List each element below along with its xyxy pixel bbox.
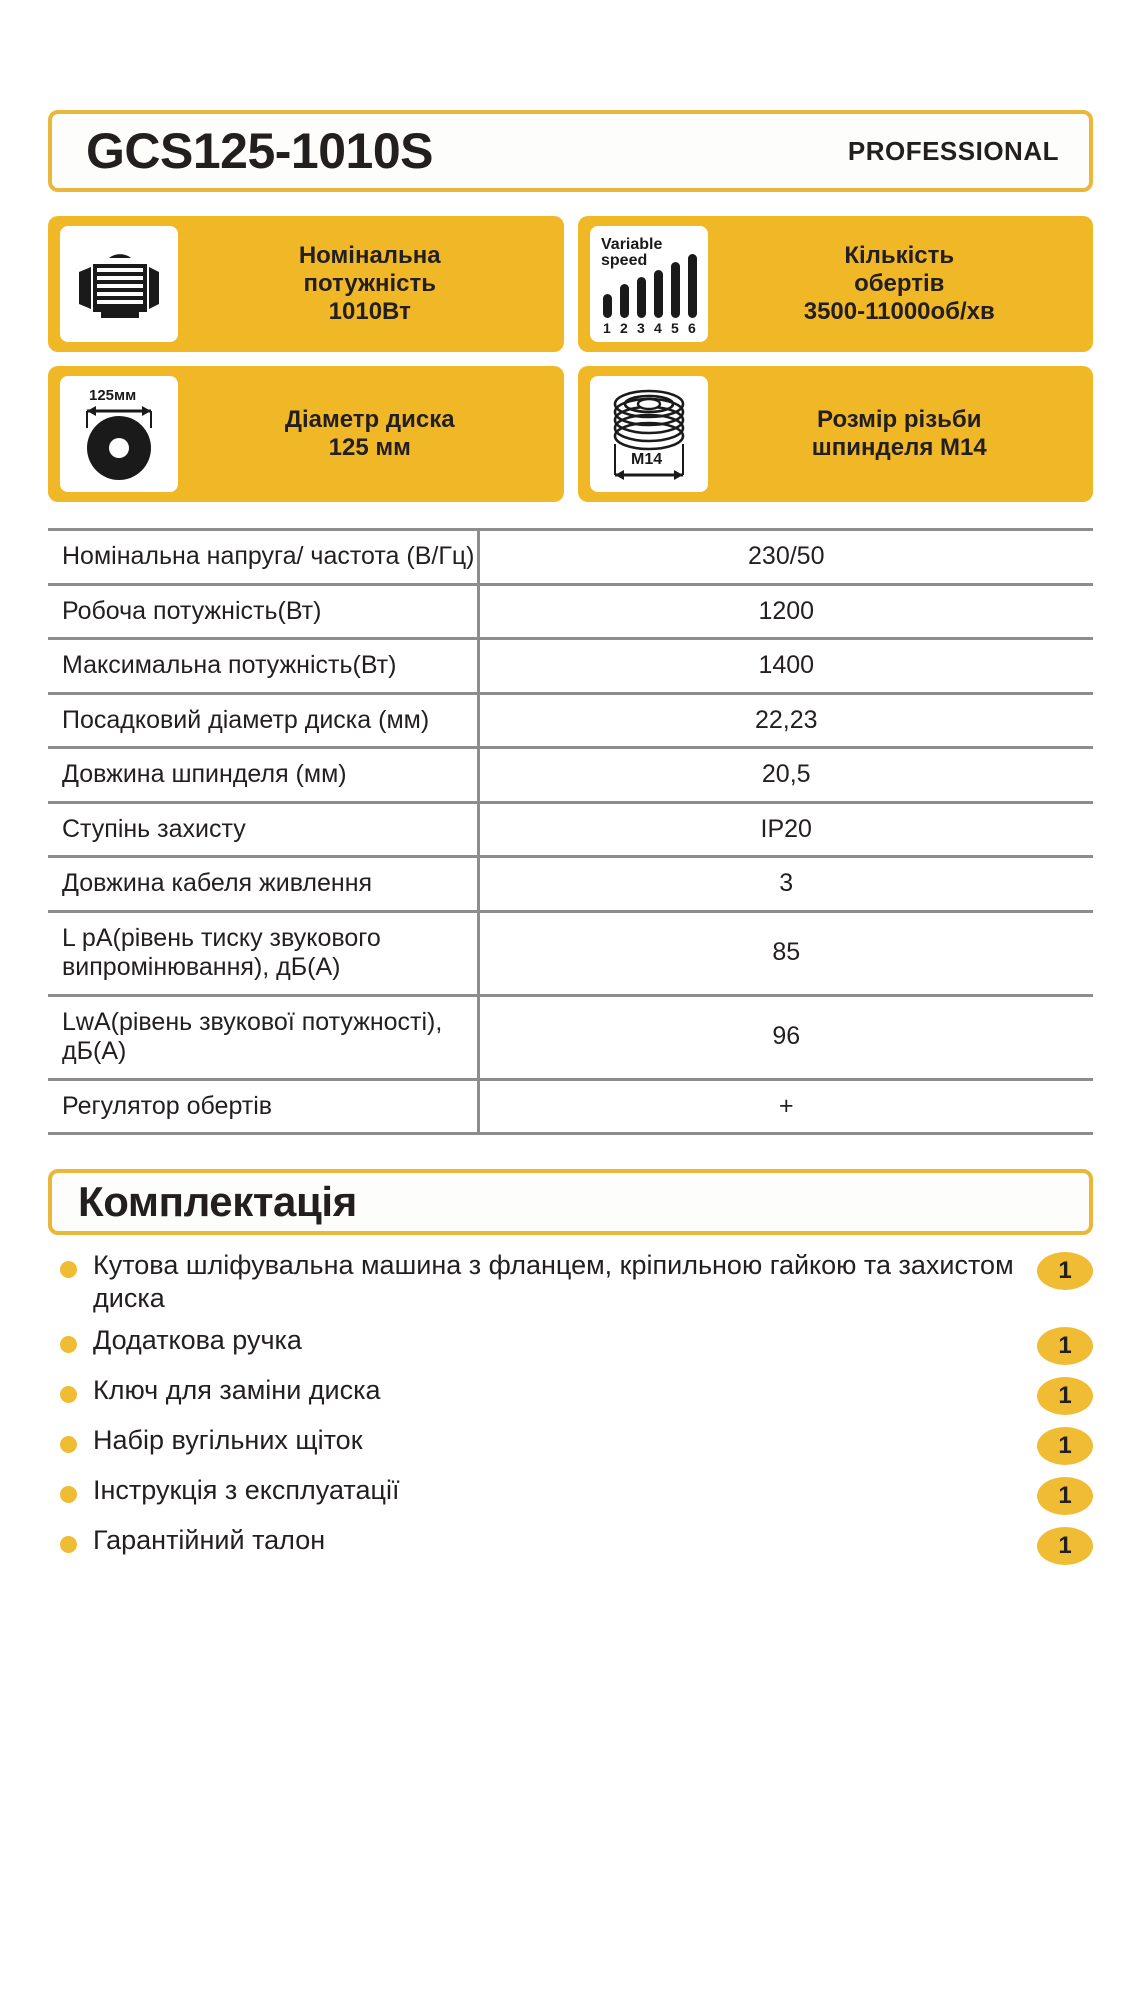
table-row (48, 857, 1093, 912)
product-header (48, 110, 1093, 192)
list-item (48, 1474, 1093, 1515)
svg-text:6: 6 (687, 320, 696, 336)
spec-label: Ступінь захисту (48, 802, 478, 857)
spec-label: Номінальна напруга/ частота (В/Гц) (48, 530, 478, 585)
bullet-dot-icon (60, 1386, 77, 1403)
kit-item-qty-badge: 1 (1037, 1527, 1093, 1565)
spec-value: 22,23 (754, 705, 818, 734)
feature-line-2: шпинделя M14 (811, 434, 987, 461)
bullet-dot-icon (60, 1436, 77, 1453)
feature-disc-diameter-text (184, 406, 556, 463)
svg-text:3: 3 (636, 320, 645, 336)
kit-item-qty-badge: 1 (1037, 1327, 1093, 1365)
list-item (48, 1249, 1093, 1315)
svg-text:5: 5 (670, 320, 679, 336)
spec-value: 1400 (758, 651, 815, 679)
spec-value: 85 (772, 938, 801, 967)
spec-label: LwA(рівень звукової потужності), дБ(А) (48, 995, 478, 1079)
spec-label: Довжина кабеля живлення (48, 857, 478, 912)
feature-line-1: Розмір різьби (817, 405, 982, 433)
bullet-dot-icon (60, 1486, 77, 1503)
feature-rpm (578, 216, 1094, 352)
disc-diameter-icon (60, 376, 178, 492)
kit-section-title: Комплектація (78, 1178, 357, 1225)
feature-spindle-thread-text (714, 406, 1086, 463)
product-spec-sheet (0, 110, 1141, 2001)
list-item (48, 1524, 1093, 1565)
kit-item-qty-badge: 1 (1037, 1377, 1093, 1415)
kit-item-qty-badge: 1 (1037, 1427, 1093, 1465)
kit-item-qty-badge: 1 (1037, 1477, 1093, 1515)
feature-line-1: Номінальна (298, 241, 441, 269)
table-row (48, 639, 1093, 694)
spec-label: Посадковий діаметр диска (мм) (48, 693, 478, 748)
spec-label: Робоча потужність(Вт) (48, 584, 478, 639)
list-item (48, 1424, 1093, 1465)
spec-value: 3 (779, 869, 794, 897)
spec-label: Максимальна потужність(Вт) (48, 639, 478, 694)
disc-diameter-caption: 125мм (89, 387, 137, 404)
feature-line-3: 3500-11000об/хв (803, 298, 995, 326)
spec-label: Довжина шпинделя (мм) (48, 748, 478, 803)
kit-item-name: Інструкція з експлуатації (93, 1474, 400, 1505)
feature-line-2: 125 мм (328, 434, 411, 461)
spec-label: L pA(рівень тиску звукового випромінювання), дБ(А) (48, 911, 478, 995)
spec-value: + (778, 1091, 794, 1120)
variable-speed-icon (590, 226, 708, 342)
variable-speed-label-line2: speed (600, 252, 647, 269)
feature-rated-power (48, 216, 564, 352)
spec-value: 230/50 (748, 542, 825, 570)
feature-rpm-text (714, 242, 1086, 327)
feature-highlights (48, 216, 1093, 502)
table-row (48, 748, 1093, 803)
feature-spindle-thread (578, 366, 1094, 502)
kit-item-qty-badge: 1 (1037, 1252, 1093, 1290)
feature-line-3: 1010Вт (328, 298, 411, 326)
table-row (48, 530, 1093, 585)
feature-line-2: обертів (854, 269, 945, 297)
table-row (48, 1079, 1093, 1134)
kit-item-name: Гарантійний талон (93, 1524, 326, 1555)
kit-item-name: Набір вугільних щіток (93, 1424, 363, 1455)
specifications-table (48, 528, 1093, 1135)
kit-item-name: Ключ для заміни диска (93, 1374, 381, 1405)
table-row (48, 584, 1093, 639)
professional-badge: PROFESSIONAL (847, 135, 1059, 166)
list-item (48, 1374, 1093, 1415)
svg-text:4: 4 (653, 320, 662, 336)
list-item (48, 1324, 1093, 1365)
svg-text:2: 2 (619, 320, 628, 336)
spec-label: Регулятор обертів (48, 1079, 478, 1134)
feature-rated-power-text (184, 242, 556, 327)
feature-line-1: Діаметр диска (284, 405, 455, 433)
feature-disc-diameter (48, 366, 564, 502)
spec-value: 1200 (758, 596, 815, 625)
specifications-table-body (48, 530, 1093, 1134)
table-row (48, 995, 1093, 1079)
electric-motor-icon (60, 226, 178, 342)
bullet-dot-icon (60, 1536, 77, 1553)
kit-list (48, 1249, 1093, 1565)
table-row (48, 802, 1093, 857)
variable-speed-label-line1: Variable (600, 236, 662, 253)
table-row (48, 693, 1093, 748)
spec-value: 96 (772, 1022, 801, 1051)
kit-item-name: Додаткова ручка (93, 1324, 302, 1355)
feature-line-2: потужність (303, 269, 437, 297)
kit-item-name: Кутова шліфувальна машина з фланцем, кріпильною гайкою та захистом диска (93, 1250, 1014, 1313)
bullet-dot-icon (60, 1336, 77, 1353)
table-row (48, 911, 1093, 995)
spindle-thread-caption: M14 (630, 451, 662, 468)
svg-text:1: 1 (602, 320, 611, 336)
bullet-dot-icon (60, 1261, 77, 1278)
spindle-thread-icon (590, 376, 708, 492)
spec-value: 20,5 (761, 760, 811, 788)
spec-value: IP20 (760, 814, 812, 843)
page-title: GCS125-1010S (86, 123, 434, 179)
feature-line-1: Кількість (844, 241, 955, 269)
kit-section-header (48, 1169, 1093, 1235)
